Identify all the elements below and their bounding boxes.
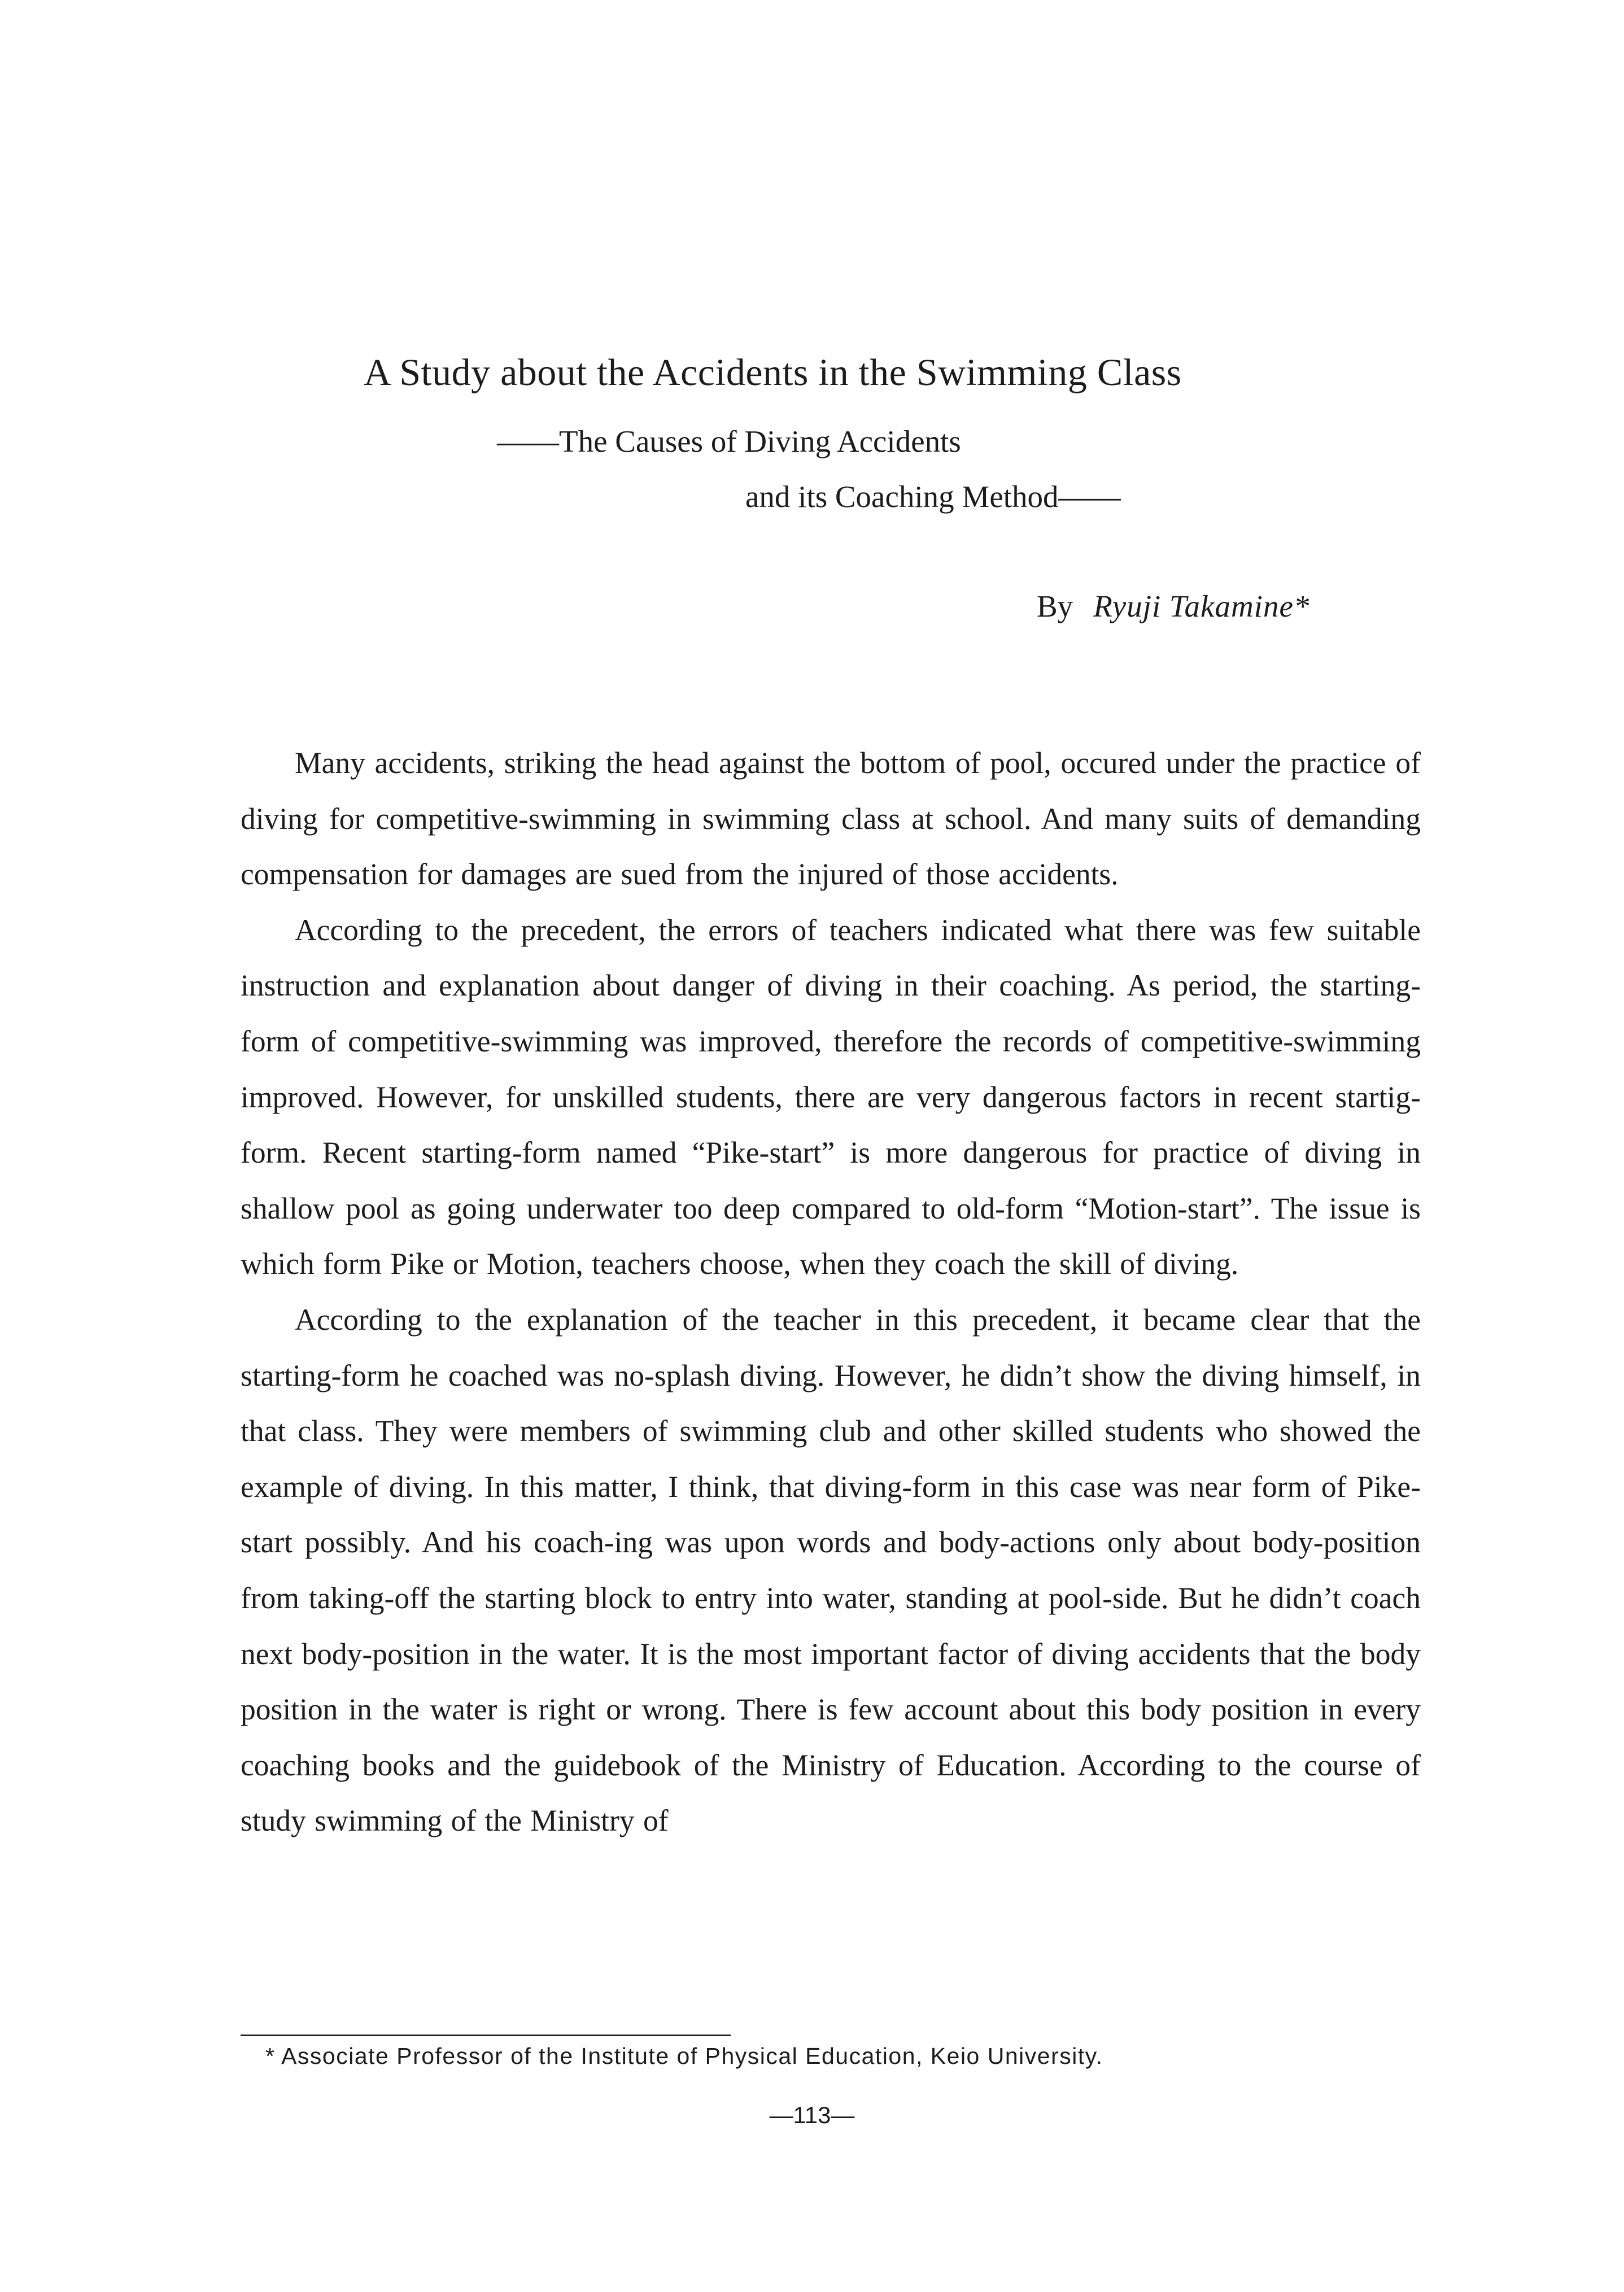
footnote: * Associate Professor of the Institute of Physical Education, Keio University. [265,2043,1103,2069]
footnote-rule [241,2035,731,2036]
author-name: Ryuji Takamine* [1093,589,1310,623]
byline-prefix: By [1037,589,1073,623]
paper-subtitle-line2: and its Coaching Method—— [745,479,1121,514]
body-paragraph-1: Many accidents, striking the head against the bottom of pool, occured under the practice of diving for competitive-swimming in swimming class at school. And many suits of demanding compensation for damages are sued from the injured of those accidents. [241,746,1421,892]
byline [1037,588,1309,624]
article-body [241,735,1421,1849]
paper-title: A Study about the Accidents in the Swimming Class [364,351,1182,394]
paper-subtitle-line1: ——The Causes of Diving Accidents [497,424,961,459]
body-paragraph-2: According to the precedent, the errors of teachers indicated what there was few suitable instruction and explanation about danger of diving in their coaching. As period, the starting-form of competitive-swimming was improved, therefore the records of competitive-swimming improved. However, for unskilled students, there are very dangerous factors in recent startig-form. Recent starting-form named “Pike-start” is more dangerous for practice of diving in shallow pool as going underwater too deep compared to old-form “Motion-start”. The issue is which form Pike or Motion, teachers choose, when they coach the skill of diving. [241,913,1421,1281]
page-number: —113— [769,2102,855,2128]
body-paragraph-3: According to the explanation of the teacher in this precedent, it became clear that the starting-form he coached was no-splash diving. However, he didn’t show the diving himself, in that class. They were members of swimming club and other skilled students who showed the example of diving. In this matter, I think, that diving-form in this case was near form of Pike-start possibly. And his coach-ing was upon words and body-actions only about body-position from taking-off the starting block to entry into water, standing at pool-side. But he didn’t coach next body-position in the water. It is the most important factor of diving accidents that the body position in the water is right or wrong. There is few account about this body position in every coaching books and the guidebook of the Ministry of Education. According to the course of study swimming of the Ministry of [241,1302,1421,1838]
